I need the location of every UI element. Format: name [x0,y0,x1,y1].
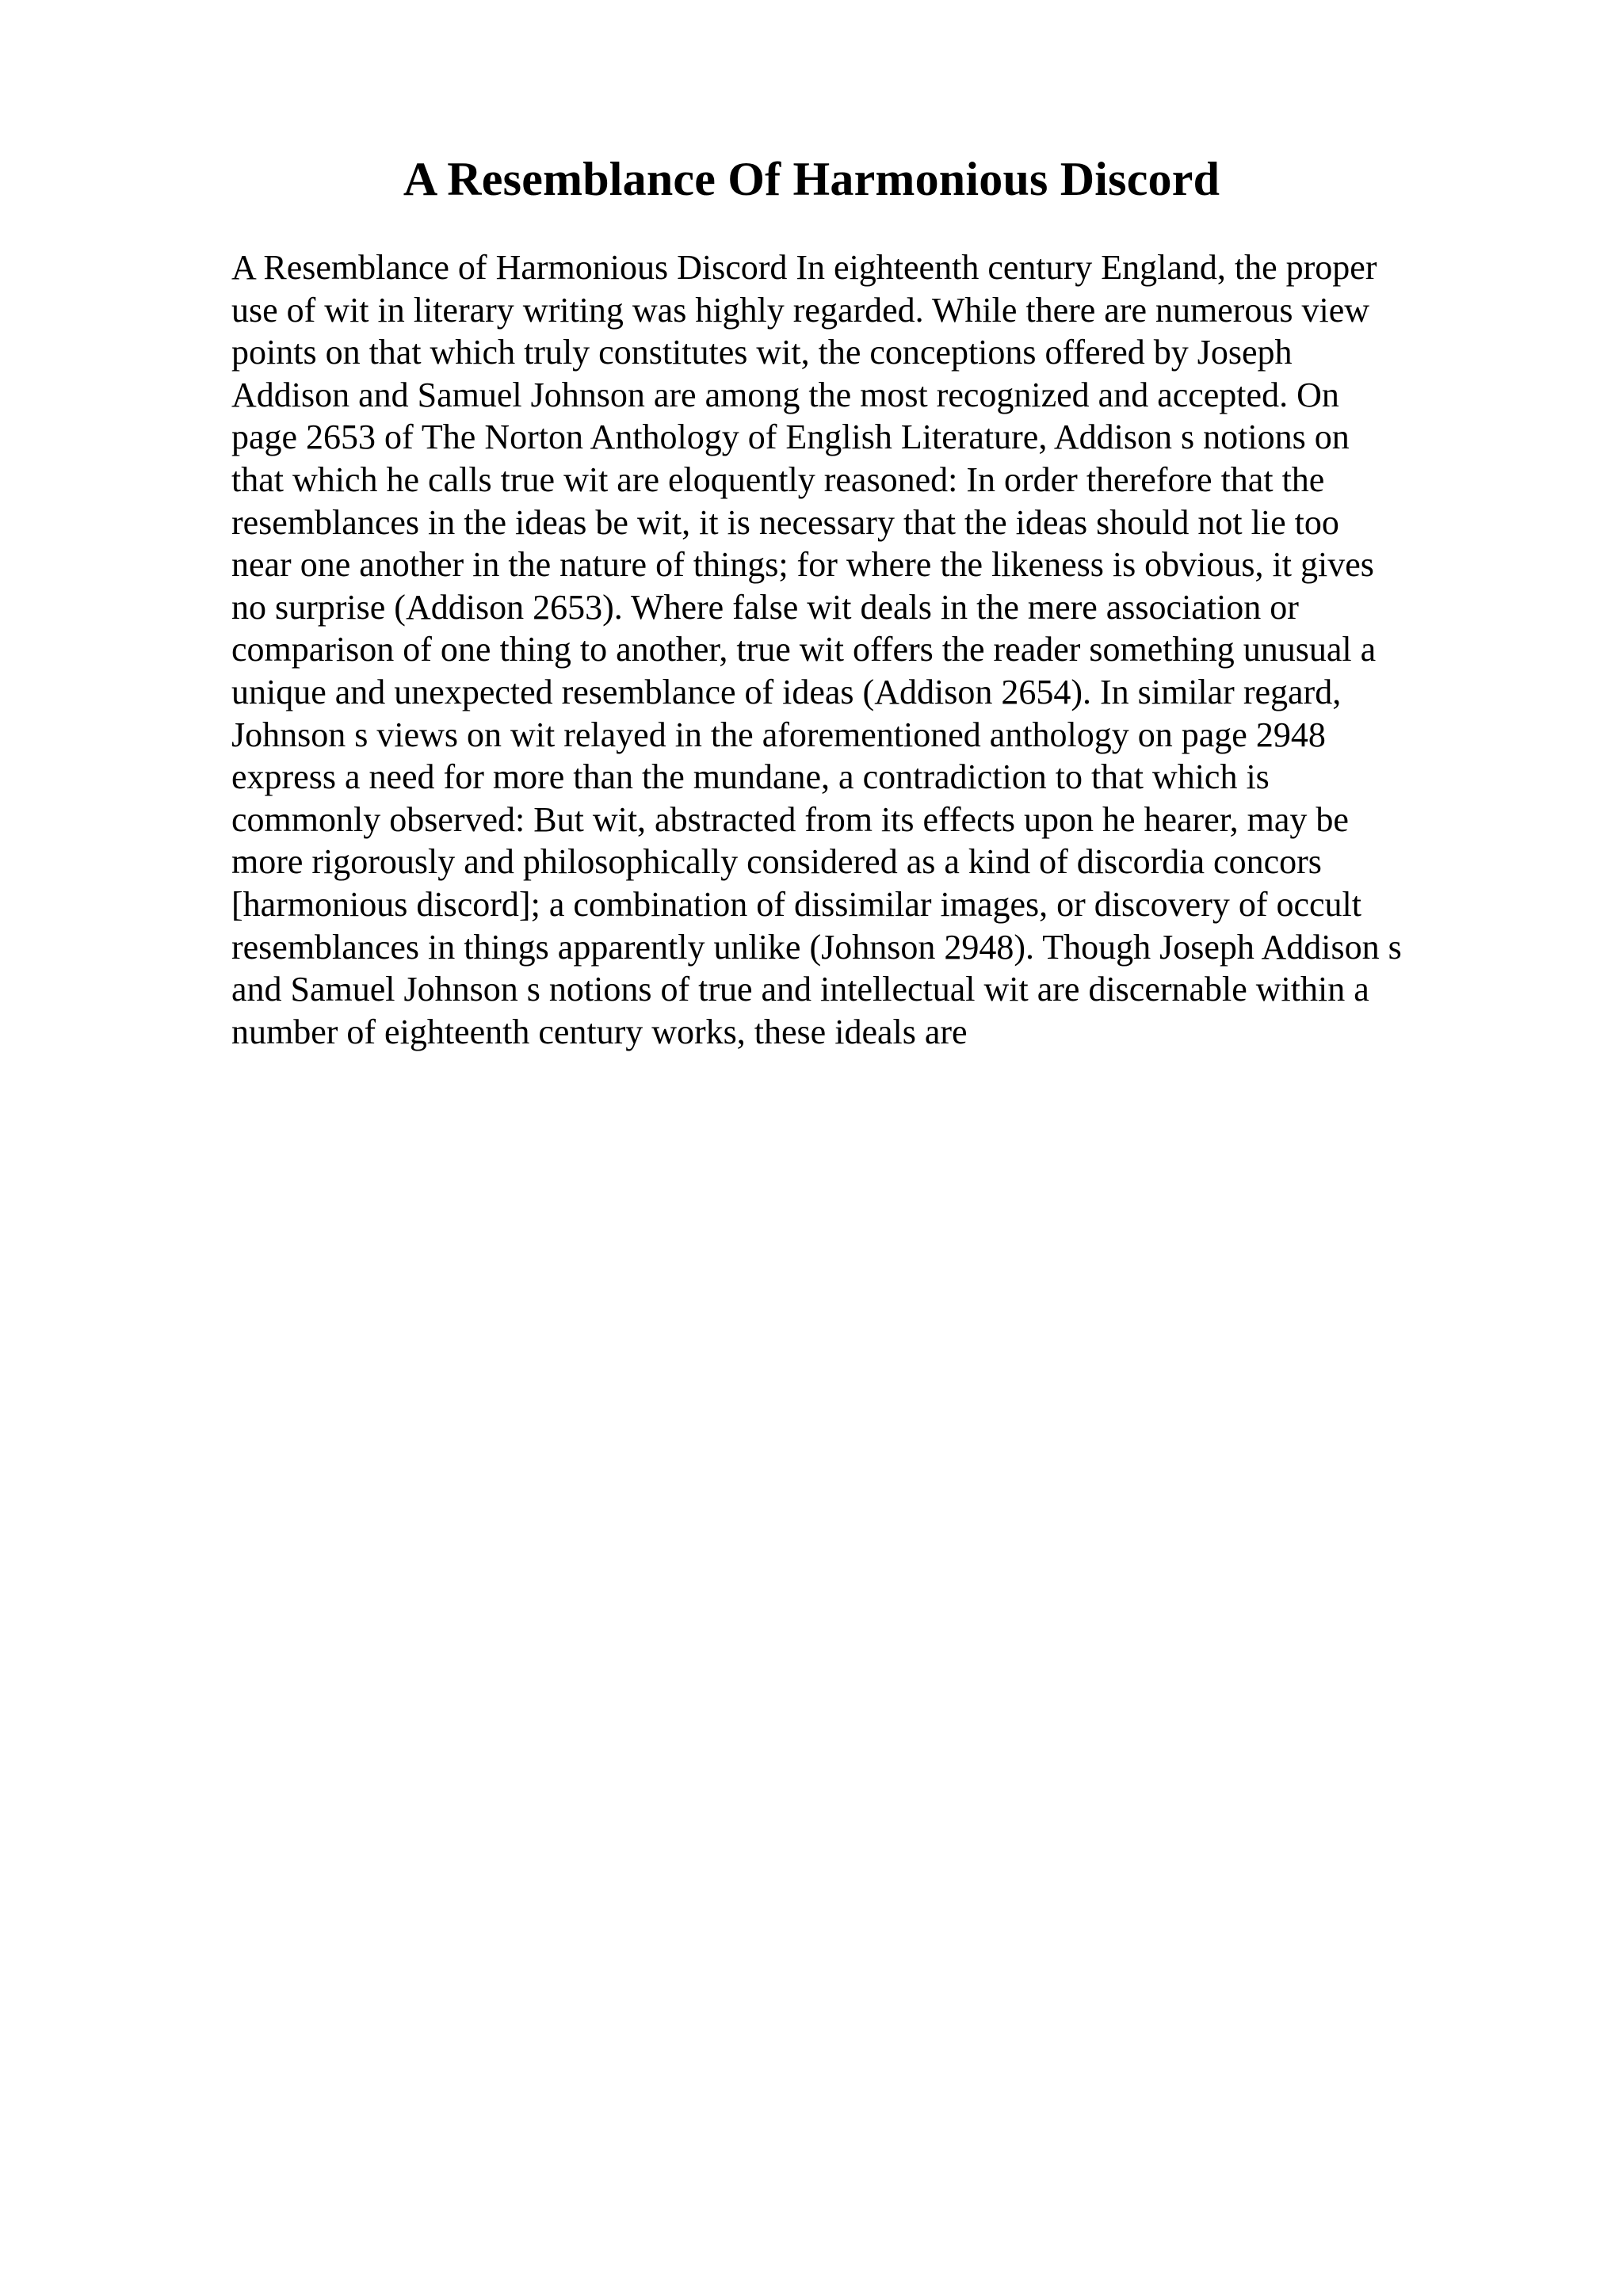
body-line: Johnson s views on wit relayed in the aforementioned anthology on page 2948 [231,715,1326,754]
body-line: Addison and Samuel Johnson are among the most recognized and accepted. On [231,375,1339,414]
body-line: more rigorously and philosophically considered as a kind of discordia concors [231,842,1322,882]
body-line: use of wit in literary writing was highly regarded. While there are numerous view [231,290,1370,330]
body-line: number of eighteenth century works, these ideals are [231,1012,968,1051]
body-line: resemblances in the ideas be wit, it is necessary that the ideas should not lie too [231,502,1339,542]
body-line: near one another in the nature of things; for where the likeness is obvious, it gives [231,545,1374,585]
body-line: [harmonious discord]; a combination of dissimilar images, or discovery of occult [231,884,1362,924]
body-line: express a need for more than the mundane, a contradiction to that which is [231,757,1270,797]
body-line: and Samuel Johnson s notions of true and intellectual wit are discernable within a [231,970,1369,1009]
body-line: comparison of one thing to another, true wit offers the reader something unusual a [231,630,1377,669]
body-line: points on that which truly constitutes wit, the conceptions offered by Joseph [231,333,1293,372]
body-line: resemblances in things apparently unlike (Johnson 2948). Though Joseph Addison s [231,927,1402,967]
body-line: A Resemblance of Harmonious Discord In eighteenth century England, the proper [231,248,1377,287]
body-line: that which he calls true wit are eloquently reasoned: In order therefore that the [231,460,1325,499]
document-title: A Resemblance Of Harmonious Discord [403,153,1220,205]
body-line: no surprise (Addison 2653). Where false wit deals in the mere association or [231,587,1299,627]
body-line: unique and unexpected resemblance of ideas (Addison 2654). In similar regard, [231,672,1342,711]
body-line: commonly observed: But wit, abstracted from its effects upon he hearer, may be [231,799,1349,839]
document-body [231,246,1484,1053]
body-line: page 2653 of The Norton Anthology of English Literature, Addison s notions on [231,418,1350,457]
